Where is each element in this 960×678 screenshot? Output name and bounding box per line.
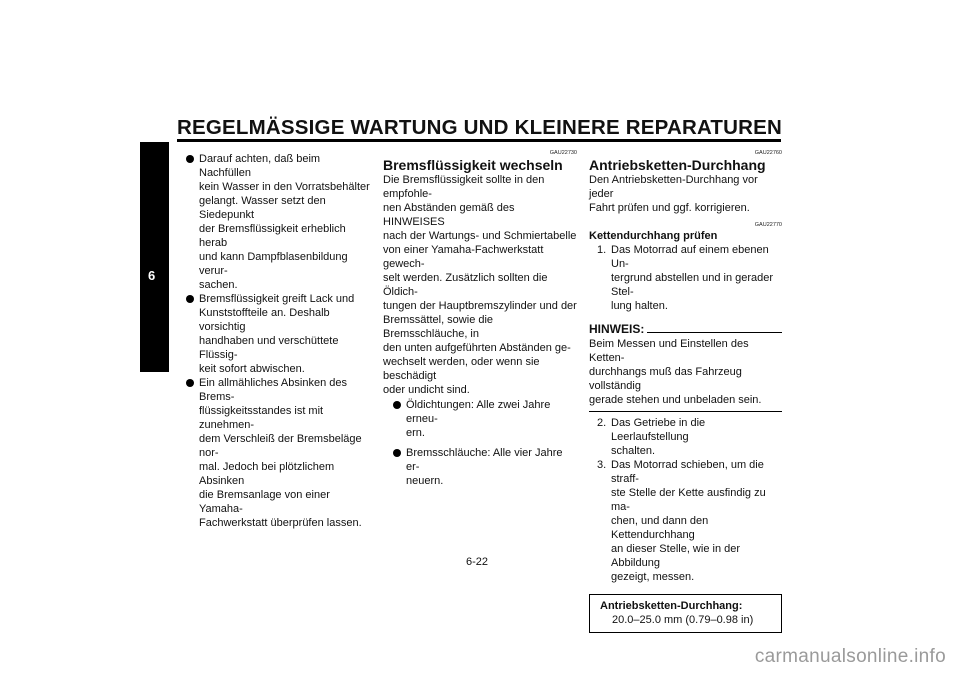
bullet-icon — [393, 401, 401, 409]
list-item: 2. Das Getriebe in die Leerlaufstellung schalten. — [597, 417, 706, 457]
watermark: carmanualsonline.info — [754, 646, 946, 667]
list-item: 1. Das Motorrad auf einem ebenen Un- tergrund abstellen und in gerader Stel- lung halten. — [597, 244, 774, 312]
bullet-icon — [186, 295, 194, 303]
note-end-rule — [589, 411, 782, 412]
chapter-tab — [140, 142, 169, 372]
list-item: Öldichtungen: Alle zwei Jahre erneu- ern. — [392, 398, 577, 440]
brake-fluid-paragraph: Die Bremsflüssigkeit sollte in den empfohle- nen Abständen gemäß des HINWEISES nach der Wartungs- und Schmiertabelle von einer Yamaha-Fachwerkstatt gewech- selt werden. Zusätzlich sollten die Öldich- tungen der Hauptbremszylinder und der Bremssättel, sowie die Bremsschläuche, in den unten aufgeführten Abständen ge- wechselt werden, oder wenn sie beschädigt oder undicht sind. — [383, 174, 577, 396]
caution-list — [185, 152, 375, 530]
section-code: GAU22770 — [754, 222, 782, 228]
steps-list-1 — [589, 243, 782, 313]
bullet-icon — [186, 155, 194, 163]
spec-box — [589, 594, 782, 633]
title-rule — [177, 139, 781, 142]
list-item: Bremsschläuche: Alle vier Jahre er- neuern. — [392, 446, 577, 488]
note-text: Beim Messen und Einstellen des Ketten- durchhangs muß das Fahrzeug vollständig gerade stehen und unbeladen sein. — [589, 338, 762, 406]
note-heading-rule — [647, 332, 782, 333]
page-title: REGELMÄSSIGE WARTUNG UND KLEINERE REPARATUREN — [177, 116, 783, 139]
steps-list-2 — [589, 416, 782, 584]
spec-value: 20.0–25.0 mm (0.79–0.98 in) — [612, 614, 754, 626]
section-heading-brake-fluid: Bremsflüssigkeit wechseln — [383, 157, 563, 173]
list-item: Bremsflüssigkeit greift Lack und Kunststoffteile an. Deshalb vorsichtig handhaben und verschüttete Flüssig- keit sofort abwischen. — [185, 292, 375, 376]
page-number: 6-22 — [466, 556, 489, 568]
column-2 — [383, 150, 577, 488]
section-code: GAU22760 — [754, 150, 782, 156]
list-item: 3. Das Motorrad schieben, um die straff- ste Stelle der Kette ausfindig zu ma- chen, und dann den Kettendurchhang an dieser Stelle, wie in der Abbildung gezeigt, messen. — [597, 459, 766, 583]
bullet-icon — [186, 379, 194, 387]
list-item: Ein allmähliches Absinken des Brems- flüssigkeitsstandes ist mit zunehmen- dem Verschleiß der Bremsbeläge nor- mal. Jedoch bei plötzlichem Absinken die Bremsanlage von einer Yamaha- Fachwerkstatt überprüfen lassen. — [185, 376, 375, 530]
chapter-number: 6 — [148, 268, 156, 283]
bullet-icon — [393, 449, 401, 457]
section-code: GAU22730 — [549, 150, 577, 156]
spec-label: Antriebsketten-Durchhang: — [600, 600, 743, 612]
note-heading: HINWEIS: — [589, 322, 782, 336]
subheading-check-chain-slack: Kettendurchhang prüfen — [589, 230, 718, 242]
replacement-list — [392, 398, 577, 488]
column-3 — [589, 150, 782, 633]
column-1 — [185, 152, 375, 530]
section-heading-chain-slack: Antriebsketten-Durchhang — [589, 157, 766, 173]
list-item: Darauf achten, daß beim Nachfüllen kein Wasser in den Vorratsbehälter gelangt. Wasser setzt den Siedepunkt der Bremsflüssigkeit erheblich herab und kann Dampfblasenbildung verur- sachen. — [185, 152, 375, 292]
chain-slack-intro: Den Antriebsketten-Durchhang vor jeder Fahrt prüfen und ggf. korrigieren. — [589, 174, 758, 214]
